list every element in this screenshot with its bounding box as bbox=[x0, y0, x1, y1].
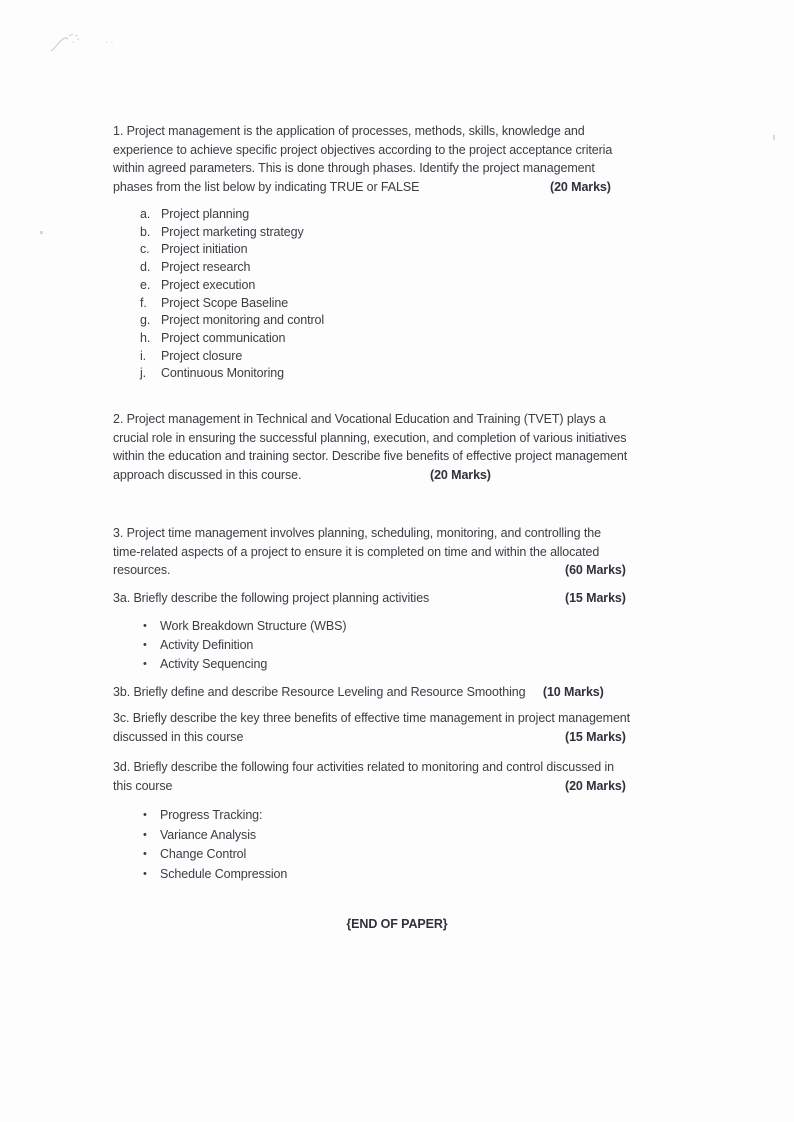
option-letter: a. bbox=[140, 207, 151, 221]
option-row bbox=[140, 348, 324, 366]
question-3d bbox=[113, 758, 688, 795]
bullet-icon: • bbox=[143, 620, 147, 632]
question-2 bbox=[113, 410, 688, 484]
question-3a-text: 3a. Briefly describe the following project planning activities bbox=[113, 591, 430, 605]
question-3c bbox=[113, 709, 688, 746]
question-3b-text: 3b. Briefly define and describe Resource Leveling and Resource Smoothing bbox=[113, 685, 526, 699]
question-3-marks: (60 Marks) bbox=[565, 563, 626, 577]
option-row bbox=[140, 277, 324, 295]
bullet-icon: • bbox=[143, 658, 147, 670]
option-letter: h. bbox=[140, 330, 151, 345]
question-3c-line: 3c. Briefly describe the key three benefits of effective time management in project management bbox=[113, 711, 631, 725]
question-2-line: 2. Project management in Technical and Vocational Education and Training (TVET) plays a bbox=[113, 412, 606, 426]
question-3d-line-text: this course bbox=[113, 778, 173, 793]
question-3-line: 3. Project time management involves planning, scheduling, monitoring, and controlling the bbox=[113, 526, 601, 540]
question-3b bbox=[113, 683, 688, 702]
bullet-label: Activity Definition bbox=[160, 638, 254, 652]
scan-speck bbox=[40, 231, 43, 234]
option-label: Project execution bbox=[161, 277, 256, 292]
bullet-list-item bbox=[143, 865, 287, 885]
bullet-icon: • bbox=[143, 639, 147, 651]
option-letter: e. bbox=[140, 277, 151, 292]
question-3-line bbox=[113, 561, 688, 580]
question-3-line-text: resources. bbox=[113, 563, 171, 577]
question-3-line: time-related aspects of a project to ensure it is completed on time and within the allocated bbox=[113, 544, 600, 559]
question-1-marks: (20 Marks) bbox=[550, 179, 611, 194]
bullet-list-item bbox=[143, 806, 287, 826]
bullet-label: Schedule Compression bbox=[160, 866, 288, 881]
bullet-icon: • bbox=[143, 867, 147, 880]
option-label: Project closure bbox=[161, 348, 243, 363]
option-letter: b. bbox=[140, 224, 151, 239]
question-1-line: within agreed parameters. This is done through phases. Identify the project management bbox=[113, 161, 595, 175]
bullet-label: Change Control bbox=[160, 847, 247, 861]
question-1-options bbox=[140, 206, 324, 383]
bullet-list-item bbox=[143, 826, 287, 846]
bullet-icon: • bbox=[143, 848, 147, 860]
bullet-icon: • bbox=[143, 809, 147, 821]
bullet-label: Work Breakdown Structure (WBS) bbox=[160, 619, 347, 633]
scan-speck bbox=[773, 135, 775, 140]
question-2-line bbox=[113, 466, 688, 485]
pen-scribble-mark bbox=[48, 30, 128, 56]
question-3c-marks: (15 Marks) bbox=[565, 729, 626, 744]
option-row bbox=[140, 295, 324, 313]
question-3a-line bbox=[113, 589, 688, 608]
question-3d-marks: (20 Marks) bbox=[565, 778, 626, 793]
option-row bbox=[140, 206, 324, 224]
option-label: Project planning bbox=[161, 207, 250, 221]
option-label: Project communication bbox=[161, 330, 286, 345]
question-3c-line bbox=[113, 728, 688, 747]
question-2-line: crucial role in ensuring the successful planning, execution, and completion of various initiatives bbox=[113, 430, 627, 445]
option-label: Project monitoring and control bbox=[161, 313, 325, 328]
option-label: Project marketing strategy bbox=[161, 224, 304, 239]
question-3b-line bbox=[113, 683, 688, 702]
question-3c-line-text: discussed in this course bbox=[113, 729, 244, 744]
question-1-line: 1. Project management is the application of processes, methods, skills, knowledge and bbox=[113, 124, 585, 138]
option-letter: d. bbox=[140, 260, 151, 275]
question-1 bbox=[113, 122, 688, 196]
question-2-marks: (20 Marks) bbox=[430, 467, 491, 482]
option-row bbox=[140, 241, 324, 259]
option-letter: j. bbox=[140, 366, 147, 381]
option-label: Continuous Monitoring bbox=[161, 366, 284, 381]
question-3d-line: 3d. Briefly describe the following four activities related to monitoring and control discussed in bbox=[113, 760, 614, 774]
question-3d-line bbox=[113, 777, 688, 796]
bullet-list-item bbox=[143, 845, 287, 865]
option-letter: f. bbox=[140, 295, 147, 310]
option-letter: c. bbox=[140, 242, 150, 257]
option-row bbox=[140, 259, 324, 277]
bullet-list-item bbox=[143, 655, 346, 674]
option-row bbox=[140, 224, 324, 242]
question-3b-marks: (10 Marks) bbox=[542, 685, 604, 699]
option-row bbox=[140, 330, 324, 348]
question-1-line bbox=[113, 178, 688, 197]
bullet-list-item bbox=[143, 617, 346, 636]
bullet-icon: • bbox=[143, 828, 147, 841]
bullet-label: Variance Analysis bbox=[160, 827, 257, 842]
question-1-line: experience to achieve specific project objectives according to the project acceptance criteria bbox=[113, 142, 613, 157]
question-3d-bullets bbox=[143, 806, 287, 884]
option-row bbox=[140, 312, 324, 330]
option-label: Project initiation bbox=[161, 242, 248, 257]
bullet-label: Progress Tracking: bbox=[160, 808, 263, 822]
option-label: Project Scope Baseline bbox=[161, 295, 289, 310]
option-letter: g. bbox=[140, 313, 151, 328]
bullet-list-item bbox=[143, 636, 346, 655]
question-3 bbox=[113, 524, 688, 580]
question-2-line-text: approach discussed in this course. bbox=[113, 467, 302, 482]
bullet-label: Activity Sequencing bbox=[160, 657, 268, 671]
question-1-line-text: phases from the list below by indicating TRUE or FALSE bbox=[113, 179, 420, 194]
question-3a-bullets bbox=[143, 617, 346, 674]
option-letter: i. bbox=[140, 348, 147, 363]
end-of-paper-label: {END OF PAPER} bbox=[346, 917, 448, 931]
question-3a bbox=[113, 589, 688, 608]
question-3a-marks: (15 Marks) bbox=[565, 591, 626, 605]
question-2-line: within the education and training sector. Describe five benefits of effective project management bbox=[113, 449, 628, 463]
option-row bbox=[140, 365, 324, 383]
option-label: Project research bbox=[161, 260, 251, 275]
